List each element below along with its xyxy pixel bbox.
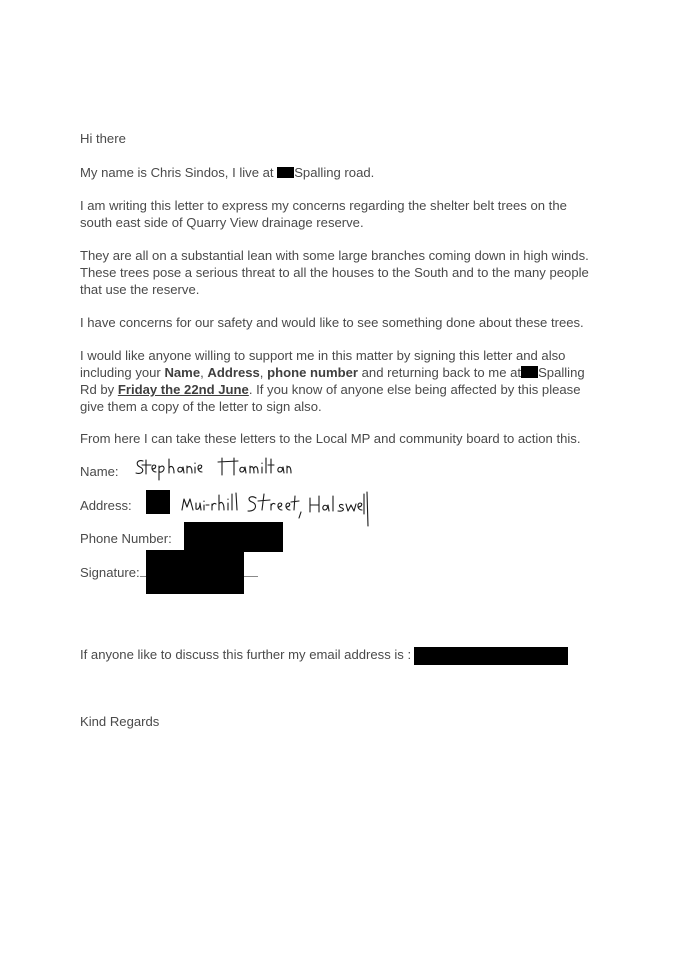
redacted-house-number xyxy=(277,167,294,178)
paragraph-action: From here I can take these letters to the Local MP and community board to action this. xyxy=(80,431,581,446)
phone-number-label: Phone Number: xyxy=(80,531,172,546)
paragraph-line: They are all on a substantial lean with some large branches coming down in high winds. xyxy=(80,248,589,263)
paragraph-line: give them a copy of the letter to sign also. xyxy=(80,399,322,414)
paragraph-line: I would like anyone willing to support me in this matter by signing this letter and also xyxy=(80,348,566,363)
paragraph-line: including your Name, Address, phone number and returning back to me at Spalling xyxy=(80,365,585,380)
paragraph-concerns xyxy=(80,197,595,231)
intro-line xyxy=(80,164,374,181)
closing: Kind Regards xyxy=(80,714,160,729)
paragraph-request xyxy=(80,347,595,415)
deadline-date: Friday the 22nd June xyxy=(117,382,249,397)
bold-address: Address xyxy=(207,365,260,380)
redacted-phone-number xyxy=(184,522,283,552)
bold-name: Name xyxy=(164,365,201,380)
redacted-address-number xyxy=(146,490,170,514)
redacted-house-number xyxy=(521,366,538,378)
redacted-signature xyxy=(146,550,244,594)
greeting: Hi there xyxy=(80,131,126,146)
name-label: Name: xyxy=(80,464,119,479)
paragraph-line: Rd by Friday the 22nd June. If you know of anyone else being affected by this please xyxy=(80,382,581,397)
email-line: If anyone like to discuss this further my email address is : xyxy=(80,647,412,662)
paragraph-line: I am writing this letter to express my concerns regarding the shelter belt trees on the xyxy=(80,198,567,213)
intro-after: Spalling road. xyxy=(294,165,375,180)
intro-before: My name is Chris Sindos, I live at xyxy=(80,165,278,180)
bold-phone-number: phone number xyxy=(267,365,359,380)
address-label: Address: xyxy=(80,498,132,513)
redacted-email-address xyxy=(414,647,568,665)
paragraph-line: south east side of Quarry View drainage reserve. xyxy=(80,215,364,230)
paragraph-safety: I have concerns for our safety and would like to see something done about these trees. xyxy=(80,315,584,330)
paragraph-line: that use the reserve. xyxy=(80,282,200,297)
paragraph-threat xyxy=(80,247,595,298)
paragraph-line: These trees pose a serious threat to all the houses to the South and to the many people xyxy=(80,265,589,280)
name-handwritten-value xyxy=(134,456,294,482)
signature-label: Signature: xyxy=(80,565,140,580)
